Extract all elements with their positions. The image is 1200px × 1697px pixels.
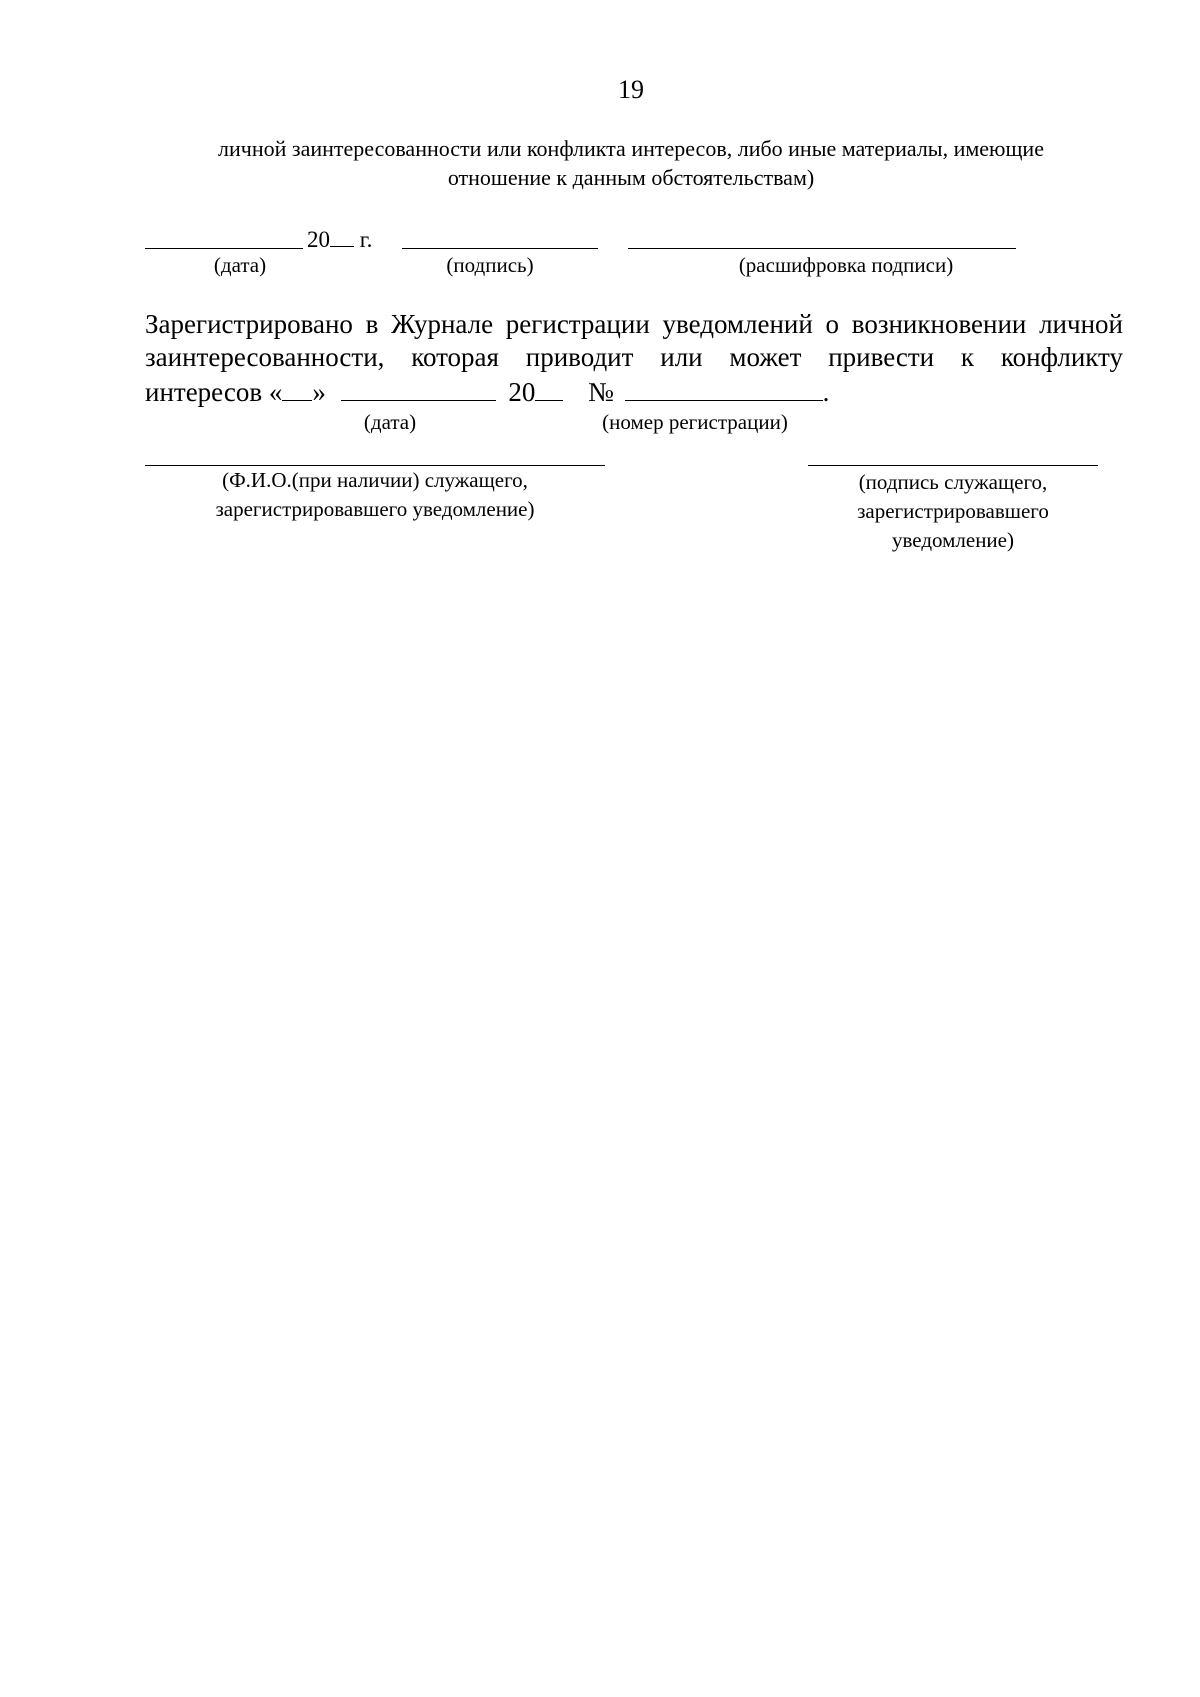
date-blank[interactable] <box>145 248 303 249</box>
employee-name-caption-line-2: зарегистрировавшего уведомление) <box>215 497 535 521</box>
interests-prefix: интересов « <box>145 377 283 407</box>
quote-close: » <box>312 377 326 407</box>
employee-signature-blank[interactable] <box>808 465 1098 466</box>
registration-number-blank[interactable] <box>625 374 823 401</box>
year-field <box>307 222 372 253</box>
registration-date-caption: (дата) <box>363 410 417 434</box>
year-prefix: 20 <box>307 227 330 252</box>
signature-caption: (подпись) <box>446 253 534 277</box>
employee-signature-caption-line-1: (подпись служащего, <box>858 470 1048 494</box>
month-blank[interactable] <box>341 374 496 401</box>
employee-signature-caption-line-3: уведомление) <box>891 528 1014 552</box>
number-sign: № <box>588 377 614 407</box>
employee-signature-caption-line-2: зарегистрировавшего <box>857 499 1049 523</box>
reg-year-prefix: 20 <box>508 377 536 407</box>
signature-blank[interactable] <box>402 248 598 249</box>
registration-line-3 <box>145 374 829 408</box>
year-blank[interactable] <box>330 222 354 247</box>
reg-year-blank[interactable] <box>535 374 563 401</box>
date-caption: (дата) <box>213 253 267 277</box>
intro-line-1: личной заинтересованности или конфликта интересов, либо иные материалы, имеющие <box>218 136 1044 161</box>
line-end-period: . <box>822 377 830 407</box>
year-suffix: г. <box>359 227 373 252</box>
page-number: 19 <box>618 75 644 104</box>
registration-line-2: заинтересованности, которая приводит или может привести к конфликту <box>145 342 1123 372</box>
registration-number-caption: (номер регистрации) <box>602 410 788 434</box>
day-blank[interactable] <box>282 374 312 401</box>
registration-line-1: Зарегистрировано в Журнале регистрации уведомлений о возникновении личной <box>145 309 1123 339</box>
decoding-blank[interactable] <box>628 248 1016 249</box>
intro-line-2: отношение к данным обстоятельствам) <box>447 165 815 190</box>
employee-name-blank[interactable] <box>145 465 605 466</box>
decoding-caption: (расшифровка подписи) <box>738 253 954 277</box>
employee-name-caption-line-1: (Ф.И.О.(при наличии) служащего, <box>222 468 528 492</box>
